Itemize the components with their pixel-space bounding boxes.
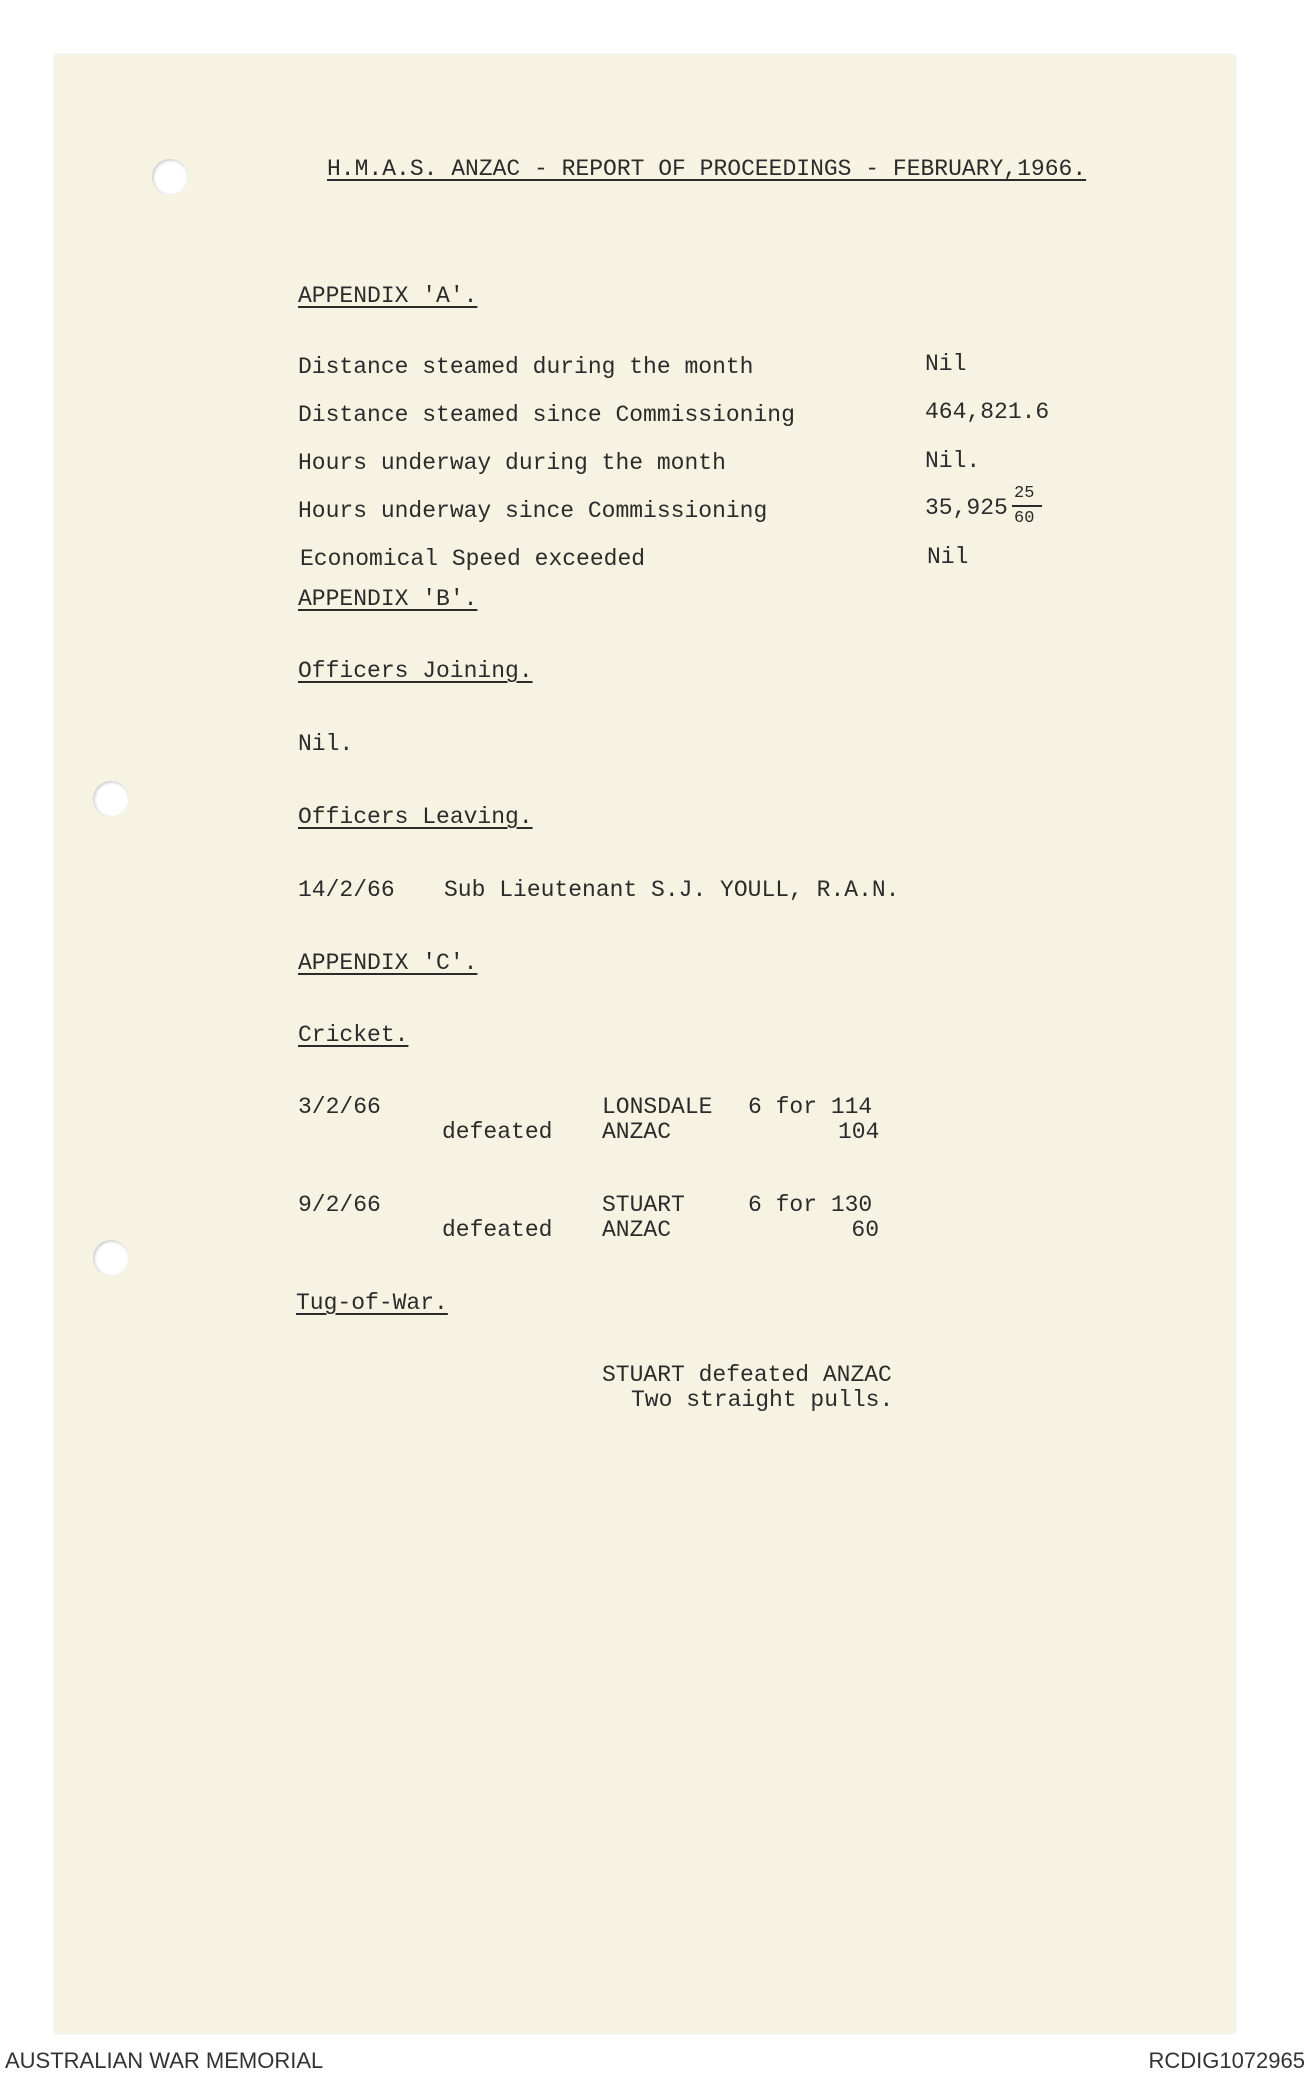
match-loser: ANZAC xyxy=(602,1217,672,1243)
match-result: defeated xyxy=(442,1119,553,1145)
match-winner: STUART xyxy=(602,1192,685,1218)
tug-of-war-heading: Tug-of-War. xyxy=(296,1290,448,1316)
appendix-c-heading: APPENDIX 'C'. xyxy=(298,950,478,976)
match-loser-score: 104 xyxy=(838,1119,880,1145)
match-winner-score: 6 for 114 xyxy=(748,1094,873,1120)
appendix-a-value: 35,925 xyxy=(925,495,1008,521)
document-page xyxy=(55,55,1235,2033)
appendix-a-value: Nil xyxy=(927,544,969,570)
page-title: H.M.A.S. ANZAC - REPORT OF PROCEEDINGS - FEBRUARY,1966. xyxy=(327,156,1087,182)
fraction-bar xyxy=(1012,505,1042,507)
match-loser-score: 60 xyxy=(851,1217,879,1243)
cricket-heading: Cricket. xyxy=(298,1022,409,1048)
appendix-b-heading: APPENDIX 'B'. xyxy=(298,586,478,612)
officers-joining-heading: Officers Joining. xyxy=(298,658,533,684)
officers-leaving-date: 14/2/66 xyxy=(298,877,395,903)
match-date: 3/2/66 xyxy=(298,1094,381,1120)
appendix-a-label: Hours underway during the month xyxy=(298,450,726,476)
tug-of-war-result: STUART defeated ANZAC xyxy=(602,1362,892,1388)
fraction-denominator: 60 xyxy=(1014,509,1035,528)
appendix-a-heading: APPENDIX 'A'. xyxy=(298,283,478,309)
appendix-a-value: 464,821.6 xyxy=(925,399,1050,425)
punch-hole xyxy=(93,781,129,817)
appendix-a-label: Hours underway since Commissioning xyxy=(298,498,768,524)
officers-joining-value: Nil. xyxy=(298,731,354,757)
appendix-a-value: Nil. xyxy=(925,448,981,474)
punch-hole xyxy=(152,159,188,195)
tug-of-war-detail: Two straight pulls. xyxy=(631,1387,894,1413)
fraction-numerator: 25 xyxy=(1014,484,1035,503)
footer-institution: AUSTRALIAN WAR MEMORIAL xyxy=(5,2048,324,2073)
officers-leaving-heading: Officers Leaving. xyxy=(298,804,533,830)
officers-leaving-name: Sub Lieutenant S.J. YOULL, R.A.N. xyxy=(444,877,900,903)
match-winner: LONSDALE xyxy=(602,1094,713,1120)
appendix-a-value: Nil xyxy=(925,351,967,377)
appendix-a-label: Distance steamed during the month xyxy=(298,354,754,380)
match-date: 9/2/66 xyxy=(298,1192,381,1218)
punch-hole xyxy=(93,1240,129,1276)
appendix-a-label: Distance steamed since Commissioning xyxy=(298,402,795,428)
match-result: defeated xyxy=(442,1217,553,1243)
match-winner-score: 6 for 130 xyxy=(748,1192,873,1218)
footer-record-id: RCDIG1072965 xyxy=(1148,2048,1305,2073)
appendix-a-label: Economical Speed exceeded xyxy=(300,546,646,572)
match-loser: ANZAC xyxy=(602,1119,672,1145)
